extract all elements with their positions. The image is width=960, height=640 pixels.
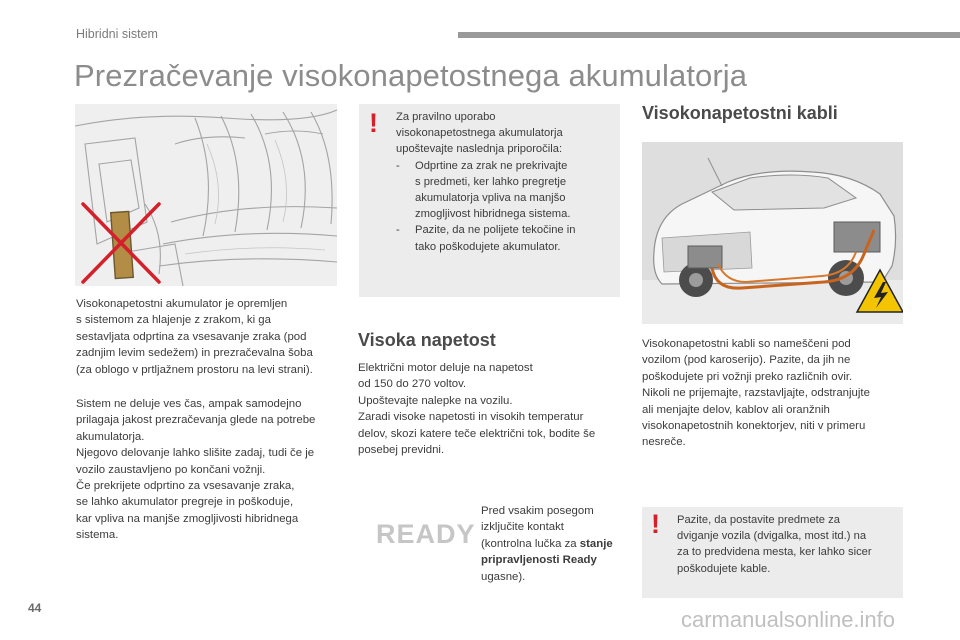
battery-warning-box — [359, 104, 620, 297]
list-item — [396, 158, 618, 223]
text-line: Njegovo delovanje lahko slišite zadaj, tudi če je — [76, 447, 315, 460]
text-line: Za pravilno uporabo — [396, 111, 496, 123]
text-line: vozilo zaustavljeno po končani vožnji. — [76, 463, 266, 476]
page-title: Prezračevanje visokonapetostnega akumulatorja — [74, 58, 748, 93]
text-line: akumulatorja. — [76, 430, 145, 443]
ready-indicator-icon: READY — [376, 519, 476, 549]
text-line: ali menjajte delov, kablov ali oranžnih — [642, 403, 830, 416]
text-line: Zaradi visoke napetosti in visokih temperatur — [358, 411, 584, 424]
text-line — [481, 536, 631, 552]
list-item — [396, 222, 618, 254]
text-line: poškodujete pri vožnji preko različnih ovir. — [642, 370, 853, 383]
text-line: dviganje vozila (dvigalka, most itd.) na — [677, 530, 867, 543]
text-line: izključite kontakt — [481, 521, 564, 534]
warning-exclamation-icon: ! — [369, 108, 378, 138]
text-line: zmogljivost hibridnega sistema. — [415, 208, 571, 221]
text-line: kar vpliva na manjše zmogljivosti hibridnega — [76, 512, 299, 525]
text-line: Pazite, da ne polijete tekočine in — [415, 224, 576, 237]
text-line: Pred vsakim posegom — [481, 505, 594, 517]
text-line: tako poškodujete akumulator. — [415, 240, 561, 253]
section-label: Hibridni sistem — [76, 27, 158, 41]
text-line: Sistem ne deluje ves čas, ampak samodejno — [76, 398, 302, 410]
hv-cables-body — [642, 336, 912, 451]
text-line: Če prekrijete odprtino za vsesavanje zraka, — [76, 480, 295, 493]
text-line: Pazite, da postavite predmete za — [677, 514, 840, 526]
text-line: akumulatorja vpliva na manjšo — [415, 192, 566, 205]
text-line: s sistemom za hlajenje z zrakom, ki ga — [76, 314, 271, 327]
text-line: Visokonapetostni kabli so nameščeni pod — [642, 338, 851, 350]
battery-warning-text — [396, 109, 618, 255]
text-line: od 150 do 270 voltov. — [358, 378, 467, 391]
watermark: carmanualsonline.info — [681, 607, 896, 632]
text-line: Električni motor deluje na napetost — [358, 362, 533, 374]
lifting-warning-box — [642, 507, 903, 598]
text-line: posebej previdni. — [358, 444, 445, 457]
text-line: sestavljata odprtina za vsesavanje zraka (pod — [76, 330, 307, 343]
text-line: prilagaja jakost prezračevanja glede na potrebe — [76, 414, 316, 427]
high-voltage-heading: Visoka napetost — [358, 330, 496, 350]
text-line: Odprtine za zrak ne prekrivajte — [415, 159, 568, 172]
text-line: visokonapetostnega akumulatorja — [396, 127, 563, 140]
text-fragment: (kontrolna lučka za — [481, 537, 580, 550]
car-cables-illustration — [642, 142, 903, 324]
text-line: delov, skozi katere teče električni tok, bodite še — [358, 427, 596, 440]
text-line: poškodujete kable. — [677, 562, 771, 575]
hv-cables-heading: Visokonapetostni kabli — [642, 103, 838, 123]
text-line: se lahko akumulator pregreje in poškoduje, — [76, 496, 294, 509]
high-voltage-body — [358, 360, 626, 458]
text-line: vozilom (pod karoserijo). Pazite, da jih ne — [642, 354, 851, 367]
warning-exclamation-icon: ! — [651, 509, 660, 539]
left-paragraph-1 — [76, 296, 344, 378]
text-line: Upoštevajte nalepke na vozilu. — [358, 394, 513, 407]
ready-state-bold: pripravljenosti Ready — [481, 554, 597, 567]
ready-instructions — [481, 503, 631, 585]
text-line: Nikoli ne prijemajte, razstavljajte, odstranjujte — [642, 387, 870, 400]
text-line: ugasne). — [481, 570, 526, 583]
header-bar — [458, 32, 960, 38]
text-line: s predmeti, ker lahko pregretje — [415, 175, 567, 188]
text-line: visokonapetostnih konektorjev, niti v primeru — [642, 420, 866, 433]
lifting-warning-text — [677, 512, 901, 577]
seat-illustration — [75, 104, 337, 286]
text-line: zadnjim levim sedežem) in prezračevalna šoba — [76, 347, 313, 360]
list-dash: - — [396, 224, 400, 237]
text-line: Visokonapetostni akumulator je opremljen — [76, 298, 288, 310]
text-line: nesreče. — [642, 436, 686, 449]
list-dash: - — [396, 159, 400, 172]
text-line: sistema. — [76, 529, 119, 542]
text-line: upoštevajte naslednja priporočila: — [396, 143, 563, 156]
warning-list — [396, 158, 618, 255]
left-paragraph-2 — [76, 396, 344, 544]
text-line: za to predvidena mesta, ker lahko sicer — [677, 546, 872, 559]
ready-state-bold: stanje — [579, 537, 613, 550]
page-number: 44 — [28, 601, 42, 615]
text-line: (za oblogo v prtljažnem prostoru na levi strani). — [76, 363, 313, 376]
